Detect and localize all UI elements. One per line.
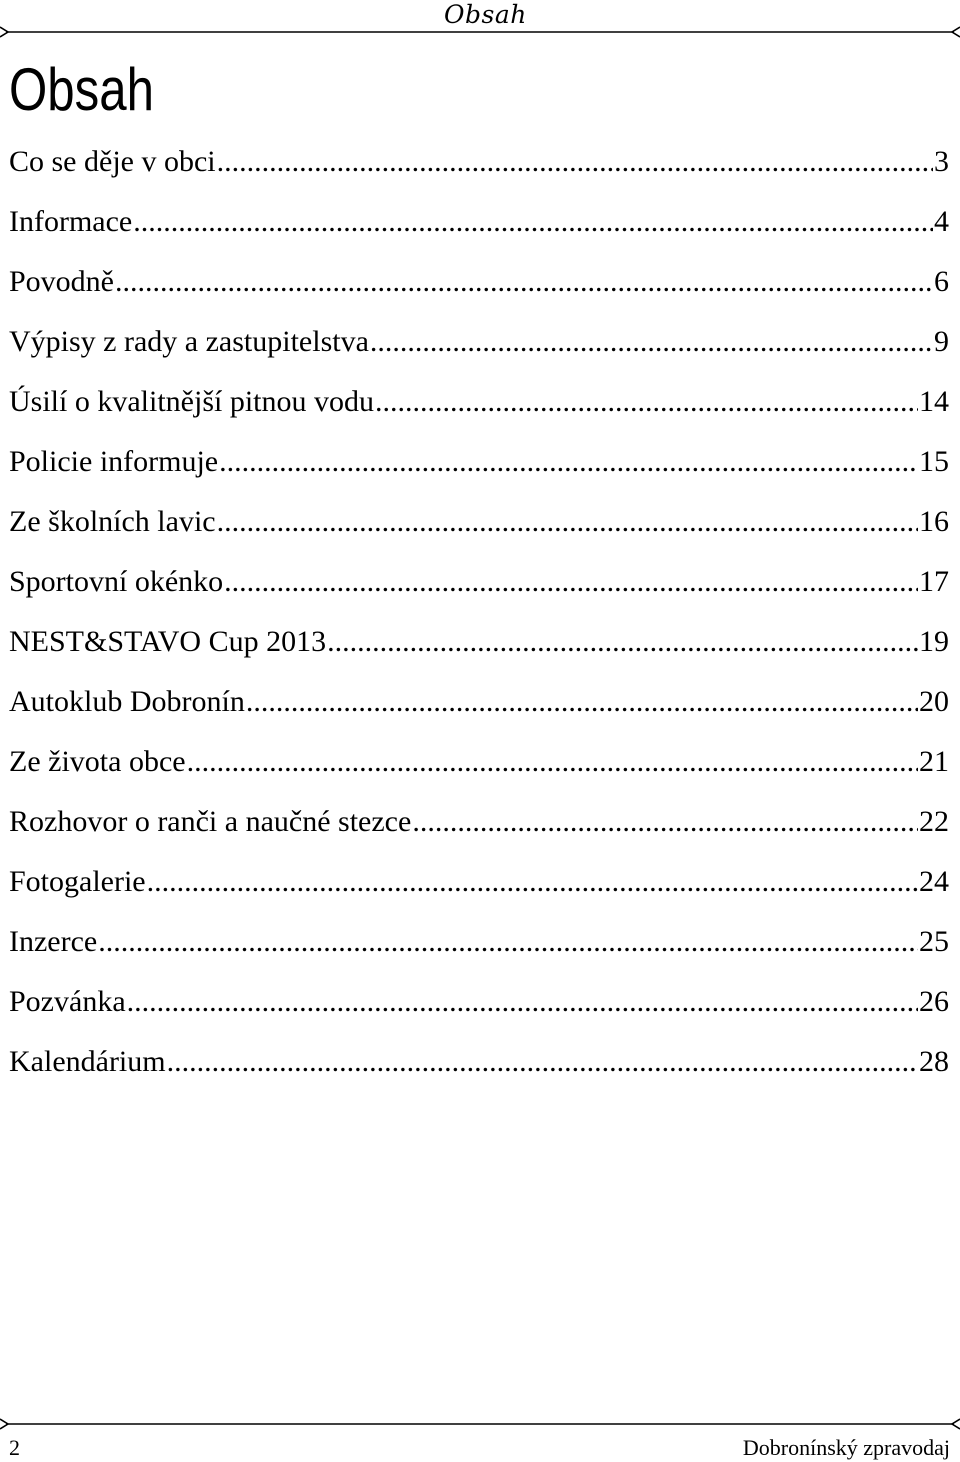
toc-dot-leader: [127, 982, 918, 1022]
toc-dot-leader: [224, 562, 918, 602]
toc-entry-label: Kalendárium: [9, 1045, 166, 1078]
table-of-contents: [9, 142, 949, 1102]
toc-dot-leader: [375, 382, 918, 422]
toc-entry[interactable]: [9, 442, 949, 502]
toc-entry-label: NEST&STAVO Cup 2013: [9, 625, 327, 658]
toc-entry[interactable]: [9, 322, 949, 382]
toc-entry-page-number: 28: [919, 1045, 949, 1078]
toc-entry[interactable]: [9, 862, 949, 922]
toc-entry-label: Fotogalerie: [9, 865, 146, 898]
toc-entry-page-number: 24: [919, 865, 949, 898]
toc-entry[interactable]: [9, 802, 949, 862]
toc-entry-label: Úsilí o kvalitnější pitnou vodu: [9, 385, 374, 418]
toc-entry-label: Autoklub Dobronín: [9, 685, 245, 718]
toc-entry-page-number: 26: [919, 985, 949, 1018]
toc-dot-leader: [217, 502, 918, 542]
footer-page-number: 2: [9, 1435, 20, 1460]
toc-entry[interactable]: [9, 1042, 949, 1102]
toc-entry-page-number: 17: [919, 565, 949, 598]
toc-dot-leader: [217, 142, 933, 182]
toc-entry-page-number: 15: [919, 445, 949, 478]
toc-entry-page-number: 25: [919, 925, 949, 958]
ornamental-rule-icon: [0, 1418, 960, 1430]
toc-dot-leader: [133, 202, 933, 242]
toc-entry[interactable]: [9, 382, 949, 442]
toc-entry-page-number: 22: [919, 805, 949, 838]
toc-entry-label: Inzerce: [9, 925, 98, 958]
running-header-title: Obsah: [444, 0, 527, 29]
toc-entry-label: Rozhovor o ranči a naučné stezce: [9, 805, 412, 838]
page-title: Obsah: [9, 56, 154, 123]
toc-dot-leader: [167, 1042, 918, 1082]
toc-entry[interactable]: [9, 502, 949, 562]
toc-entry-label: Sportovní okénko: [9, 565, 224, 598]
toc-entry[interactable]: [9, 922, 949, 982]
toc-entry-label: Co se děje v obci: [9, 145, 216, 178]
toc-entry[interactable]: [9, 142, 949, 202]
toc-entry[interactable]: [9, 562, 949, 622]
toc-entry[interactable]: [9, 262, 949, 322]
ornamental-rule-icon: [0, 26, 960, 38]
toc-entry-label: Ze života obce: [9, 745, 186, 778]
footer-publication-name: Dobronínský zpravodaj: [742, 1435, 950, 1460]
toc-entry[interactable]: [9, 622, 949, 682]
toc-entry-page-number: 3: [934, 145, 949, 178]
toc-entry[interactable]: [9, 682, 949, 742]
toc-entry-label: Povodně: [9, 265, 114, 298]
toc-entry[interactable]: [9, 742, 949, 802]
toc-entry-label: Policie informuje: [9, 445, 219, 478]
toc-dot-leader: [412, 802, 918, 842]
toc-dot-leader: [327, 622, 918, 662]
toc-entry-label: Ze školních lavic: [9, 505, 216, 538]
toc-entry[interactable]: [9, 202, 949, 262]
toc-entry-page-number: 9: [934, 325, 949, 358]
toc-dot-leader: [370, 322, 933, 362]
toc-entry-page-number: 21: [919, 745, 949, 778]
toc-entry-page-number: 19: [919, 625, 949, 658]
toc-entry-page-number: 16: [919, 505, 949, 538]
toc-entry-label: Výpisy z rady a zastupitelstva: [9, 325, 369, 358]
toc-entry-page-number: 6: [934, 265, 949, 298]
toc-entry-label: Informace: [9, 205, 133, 238]
toc-dot-leader: [98, 922, 918, 962]
toc-entry[interactable]: [9, 982, 949, 1042]
toc-dot-leader: [246, 682, 918, 722]
toc-entry-label: Pozvánka: [9, 985, 126, 1018]
toc-entry-page-number: 4: [934, 205, 949, 238]
toc-entry-page-number: 14: [919, 385, 949, 418]
toc-dot-leader: [219, 442, 918, 482]
toc-dot-leader: [115, 262, 933, 302]
toc-entry-page-number: 20: [919, 685, 949, 718]
toc-dot-leader: [147, 862, 918, 902]
toc-dot-leader: [187, 742, 918, 782]
